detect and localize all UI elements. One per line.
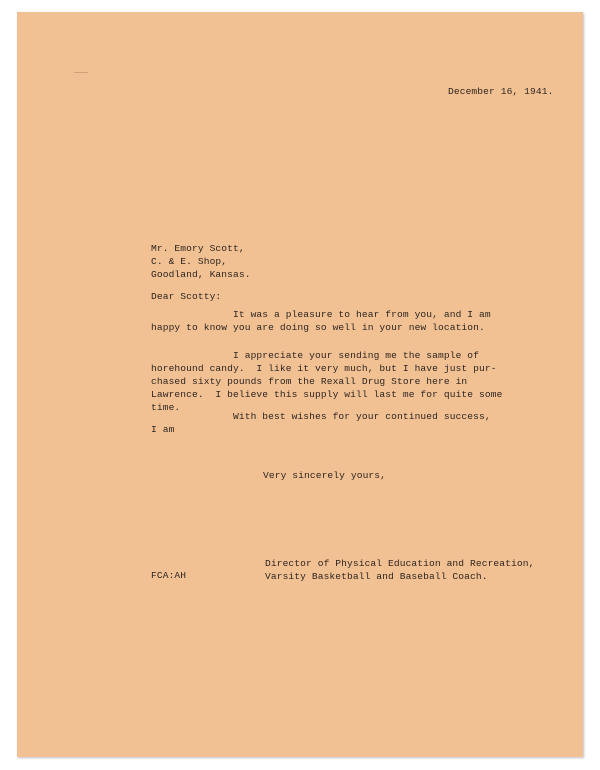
- paper-mark: [74, 72, 88, 73]
- letter-page: [17, 12, 583, 757]
- recipient-name: Mr. Emory Scott,: [151, 243, 245, 254]
- paragraph-1: [151, 308, 491, 334]
- paragraph-line: time.: [151, 402, 181, 413]
- paragraph-line: I am: [151, 424, 175, 435]
- paragraph-line: happy to know you are doing so well in your new location.: [151, 322, 485, 333]
- paragraph-line: With best wishes for your continued success,: [151, 411, 491, 422]
- paragraph-line: It was a pleasure to hear from you, and I am: [151, 309, 491, 320]
- salutation: Dear Scotty:: [151, 291, 222, 302]
- recipient-address: [151, 242, 251, 281]
- signature-title: Director of Physical Education and Recreation,: [265, 558, 535, 569]
- paragraph-line: Lawrence. I believe this supply will last me for quite some: [151, 389, 503, 400]
- reference-initials: FCA:AH: [151, 570, 187, 581]
- recipient-business: C. & E. Shop,: [151, 256, 228, 267]
- signature-title: Varsity Basketball and Baseball Coach.: [265, 571, 488, 582]
- complimentary-close: Very sincerely yours,: [263, 470, 387, 481]
- paragraph-line: I appreciate your sending me the sample of: [151, 350, 480, 361]
- letter-date: December 16, 1941.: [448, 86, 554, 97]
- paragraph-3: [151, 410, 491, 436]
- signature-block: [265, 557, 534, 583]
- paragraph-line: chased sixty pounds from the Rexall Drug Store here in: [151, 376, 468, 387]
- recipient-city: Goodland, Kansas.: [151, 269, 251, 280]
- paragraph-line: horehound candy. I like it very much, but I have just pur-: [151, 363, 497, 374]
- paragraph-2: [151, 349, 502, 414]
